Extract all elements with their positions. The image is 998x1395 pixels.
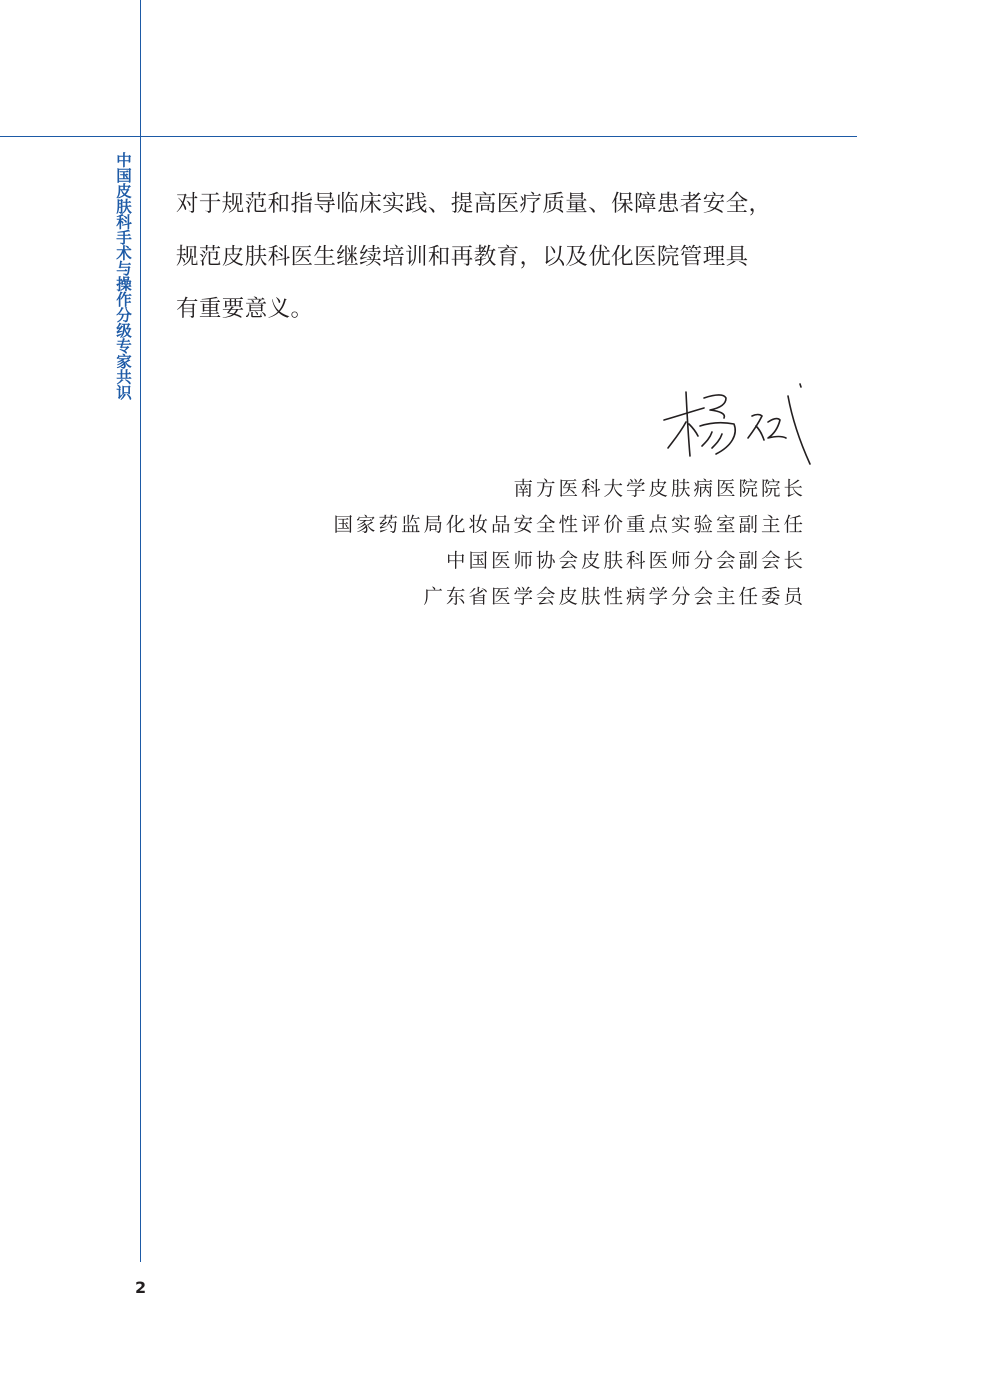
signature-stroke: [712, 434, 722, 448]
signatory-title-line: 中国医师协会皮肤科医师分会副会长: [445, 549, 806, 572]
signature-stroke: [702, 432, 712, 446]
header-horizontal-rule: [0, 136, 857, 137]
body-paragraph: [176, 178, 862, 336]
signature-stroke: [800, 384, 801, 387]
signatory-title-line: 广东省医学会皮肤性病学分会主任委员: [423, 585, 806, 608]
page-number: 2: [135, 1278, 147, 1297]
signature-stroke: [704, 395, 726, 418]
signatory-title-line: 南方医科大学皮肤病医院院长: [513, 477, 806, 500]
handwritten-signature: [660, 378, 820, 473]
signature-stroke: [748, 415, 762, 439]
body-line: 规范皮肤科医生继续培训和再教育，以及优化医院管理具: [176, 243, 749, 270]
body-line: 有重要意义。: [176, 296, 314, 322]
signature-stroke: [756, 426, 764, 440]
signature-stroke: [689, 424, 698, 436]
margin-vertical-rule: [140, 0, 141, 1262]
signature-stroke: [664, 408, 704, 420]
signature-stroke: [788, 396, 810, 464]
signature-stroke: [768, 419, 786, 438]
signatory-titles: [333, 471, 806, 615]
signature-stroke: [700, 423, 735, 454]
signature-stroke: [668, 422, 686, 448]
running-head-title: 中国皮肤科手术与操作分级专家共识: [114, 152, 132, 400]
signatory-title-line: 国家药监局化妆品安全性评价重点实验室副主任: [333, 513, 806, 536]
body-line: 对于规范和指导临床实践、提高医疗质量、保障患者安全，: [176, 191, 772, 217]
